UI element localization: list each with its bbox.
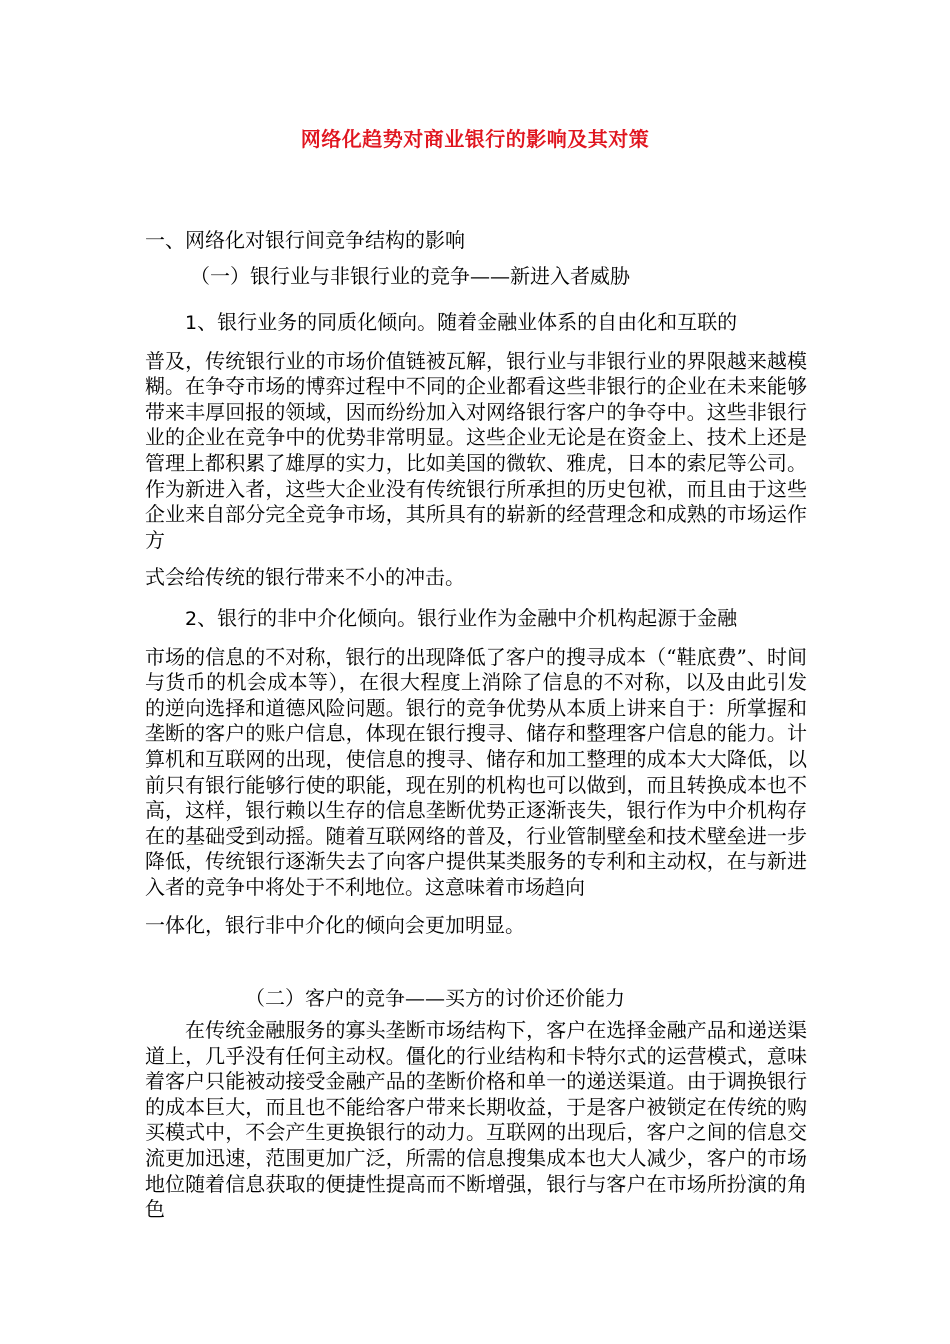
paragraph-3 — [145, 1018, 807, 1223]
paragraph-2-lead: 、银行的非中介化倾向。银行业作为金融中介机构起源于金融 — [197, 606, 738, 630]
paragraph-2-first-line — [145, 606, 807, 633]
document-title: 网络化趋势对商业银行的影响及其对策 — [300, 127, 650, 151]
paragraph-1-body: 普及，传统银行业的市场价值链被瓦解，银行业与非银行业的界限越来越模糊。在争夺市场的博弈过程中不同的企业都看这些非银行的企业在未来能够带来丰厚回报的领域，因而纷纷加入对网络银行客户的争夺中。这些非银行业的企业在竞争中的优势非常明显。这些企业无论是在资金上、技术上还是管理上都积累了雄厚的实力，比如美国的微软、雅虎，日本的索尼等公司。作为新进入者，这些大企业没有传统银行所承担的历史包袱，而且由于这些企业来自部分完全竞争市场，其所具有的崭新的经营理念和成熟的市场运作方 — [145, 348, 807, 552]
paragraph-2-body: 市场的信息的不对称，银行的出现降低了客户的搜寻成本（“鞋底费”、时间与货币的机会成本等），在很大程度上消除了信息的不对称，以及由此引发的逆向选择和道德风险问题。银行的竞争优势从本质上讲来自于：所掌握和垄断的客户的账户信息，体现在银行搜寻、储存和整理客户信息的能力。计算机和互联网的出现，使信息的搜寻、储存和加工整理的成本大大降低，以前只有银行能够行使的职能，现在别的机构也可以做到，而且转换成本也不高，这样，银行赖以生存的信息垄断优势正逐渐丧失，银行作为中介机构存在的基础受到动摇。随着互联网络的普及，行业管制壁垒和技术壁垒进一步降低，传统银行逐渐失去了向客户提供某类服务的专利和主动权，在与新进入者的竞争中将处于不利地位。这意味着市场趋向 — [145, 644, 807, 899]
paragraph-1-lead: 、银行业务的同质化倾向。随着金融业体系的自由化和互联的 — [197, 310, 738, 334]
subsection-heading-1: （一）银行业与非银行业的竞争——新进入者威胁 — [190, 264, 630, 288]
paragraph-2-number: 2 — [185, 608, 198, 630]
paragraph-2 — [145, 606, 807, 938]
paragraph-3-body: 在传统金融服务的寡头垄断市场结构下，客户在选择金融产品和递送渠道上，几乎没有任何主动权。僵化的行业结构和卡特尔式的运营模式，意味着客户只能被动接受金融产品的垄断价格和单一的递送渠道。由于调换银行的成本巨大，而且也不能给客户带来长期收益，于是客户被锁定在传统的购买模式中，不会产生更换银行的动力。互联网的出现后，客户之间的信息交流更加迅速，范围更加广泛，所需的信息搜集成本也大人减少，客户的市场地位随着信息获取的便捷性提高而不断增强，银行与客户在市场所扮演的角色 — [145, 1018, 807, 1222]
paragraph-1-last-line: 式会给传统的银行带来不小的冲击。 — [145, 565, 465, 590]
section-heading: 一、网络化对银行间竞争结构的影响 — [145, 228, 465, 252]
paragraph-1 — [145, 310, 807, 591]
subsection-heading-2: （二）客户的竞争——买方的讨价还价能力 — [245, 986, 625, 1010]
paragraph-1-first-line — [145, 310, 807, 337]
paragraph-2-last-line: 一体化，银行非中介化的倾向会更加明显。 — [145, 912, 525, 937]
paragraph-1-number: 1 — [185, 312, 198, 334]
